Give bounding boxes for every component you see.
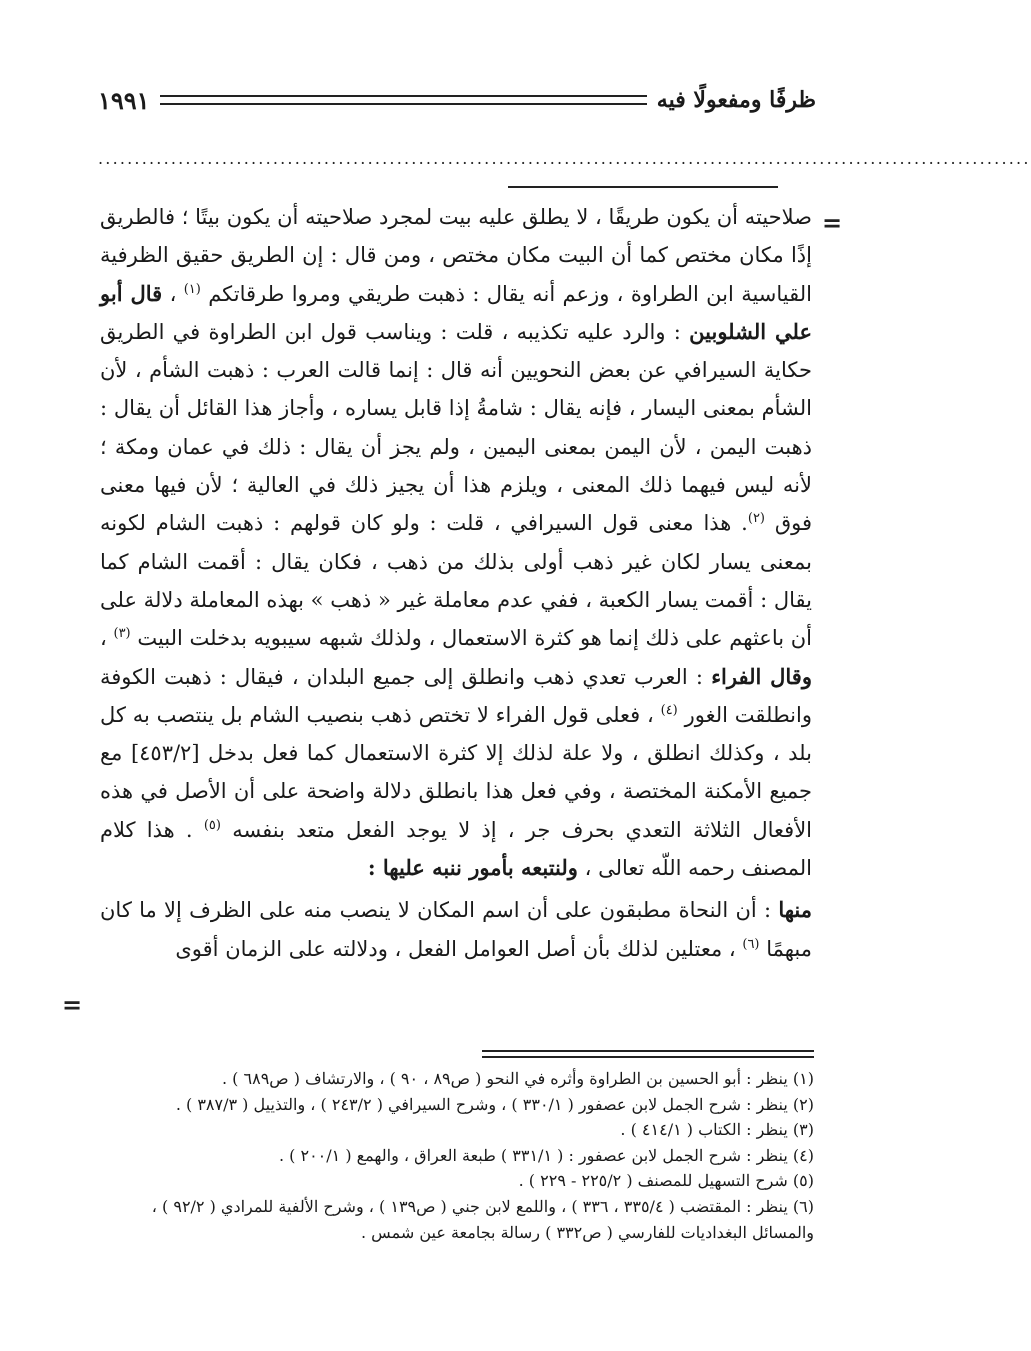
continuation-mark-top: = (822, 208, 843, 237)
header-double-rule (160, 95, 647, 105)
text-run: ، (162, 281, 184, 306)
bold-lead-word: منها (778, 897, 812, 923)
paragraph-1 (100, 198, 812, 887)
footnote-ref-4: (٤) (660, 702, 678, 718)
bold-citation: وقال الفراء (711, 663, 812, 689)
text-run: صلاحيته أن يكون طريقًا ، لا يطلق عليه بيت لمجرد صلاحيته أن يكون بيتًا ؛ فالطريق إذًا مكان مختص كما أن البيت مكان مختص ، ومن قال : إن الطريق حقيق الظرفية القياسية ابن الطراوة ، وزعم أنه يقال : ذهبت طريقي ومروا طرقاتكم (100, 205, 812, 306)
footnote-1: (١) ينظر : أبو الحسين بن الطراوة وأثره في النحو ( ص٨٩ ، ٩٠ ) ، والارتشاف ( ص٦٨٩ ) . (222, 1069, 814, 1088)
text-run: : أن النحاة مطبقون على أن اسم المكان لا ينصب منه على الظرف إلا ما كان مبهمًا (100, 898, 812, 961)
text-run: ، معتلين لذلك بأن أصل العوامل الفعل ، ودلالته على الزمان أقوى (175, 936, 743, 961)
page-number: ١٩٩١ (98, 85, 150, 115)
bold-citation: قال أبو علي الشلوبين (100, 280, 812, 344)
short-separator-rule (508, 186, 778, 188)
text-run: : والرد عليه تكذيبه ، قلت : ويناسب قول ابن الطراوة في الطريق حكاية السيرافي عن بعض النحويين أنه قال : إنما قالت العرب : ذهبت الشأم ، لأن الشأم بمعنى اليسار ، فإنه يقال : شامةُ إذا قابل يساره ، وأجاز هذا القائل أن يقال : ذهبت اليمن ، لأن اليمن بمعنى اليمين ، ولم يجز أن يقال : ذلك في عمان ومكة ؛ لأنه ليس فيهما ذلك المعنى ، ويلزم هذا أن يجيز ذلك في العالية ؛ لأن فيها معنى فوق (100, 319, 812, 536)
footnote-separator-rule (482, 1050, 814, 1058)
footnote-3: (٣) ينظر : الكتاب ( ٤١٤/١ ) . (620, 1120, 814, 1140)
text-run: : العرب تعدي ذهب وانطلق إلى جميع البلدان ، فيقال : ذهبت الكوفة وانطلقت الغور (100, 664, 812, 727)
continuation-mark-bottom: = (62, 990, 83, 1019)
footnotes (98, 1066, 814, 1245)
bold-phrase: ولنتبعه بأمور ننبه عليها : (367, 855, 578, 881)
footnote-4: (٤) ينظر : شرح الجمل لابن عصفور : ( ٣٣١/١ ) طبعة العراق ، والهمع ( ٢٠٠/١ ) . (278, 1145, 814, 1165)
dotted-separator: ................................................................................................................................ (98, 149, 1031, 168)
footnote-ref-3: (٣) (113, 626, 131, 642)
footnote-ref-6: (٦) (742, 936, 760, 952)
text-run: . هذا معنى قول السيرافي ، قلت : ولو كان قولهم : ذهبت الشام لكونه بمعنى يسار لكان غير ذهب أولى بذلك من ذهب ، فكان يقال : أقمت الشام كما يقال : أقمت يسار الكعبة ، ففي عدم معاملة غير « ذهب » بهذه المعاملة دلالة على أن باعثهم على ذلك إنما هو كثرة الاستعمال ، ولذلك شبهه سيبويه بدخلت البيت (100, 511, 813, 651)
footnote-6: (٦) ينظر : المقتضب ( ٣٣٥/٤ ، ٣٣٦ ) ، واللمع لابن جني ( ص١٣٩ ) ، وشرح الألفية للمرادي ( ٩٢/٢ ) ، والمسائل البغداديات للفارسي ( ص٣٣٢ ) رسالة بجامعة عين شمس . (151, 1196, 814, 1242)
chapter-title: ظرفًا ومفعولًا فيه (656, 87, 816, 113)
text-run: . هذا كلام المصنف رحمه اللّه تعالى ، (100, 817, 812, 881)
running-header (98, 80, 816, 120)
footnote-ref-5: (٥) (203, 817, 221, 833)
footnote-ref-2: (٢) (747, 511, 765, 527)
text-run: ، فعلى قول الفراء لا تختص ذهب بنصيب الشام بل ينتصب به كل بلد ، وكذلك انطلق ، ولا علة لذلك إلا كثرة الاستعمال كما فعل بدخل [٤٥٣/٢] مع جميع الأمكنة المختصة ، وفي فعل هذا بانطلق دلالة واضحة على أن الأصل في هذه الأفعال الثلاثة التعدي بحرف جر ، إذ لا يوجد الفعل متعد بنفسه (100, 702, 812, 842)
footnote-2: (٢) ينظر : شرح الجمل لابن عصفور ( ٣٣٠/١ ) ، وشرح السيرافي ( ٢٤٣/٢ ) ، والتذييل ( ٣٨٧/٣ ) . (175, 1094, 814, 1114)
paragraph-2 (100, 891, 812, 968)
main-text (100, 198, 812, 968)
footnote-5: (٥) شرح التسهيل للمصنف ( ٢٢٥/٢ - ٢٢٩ ) . (518, 1171, 814, 1191)
text-run: ، (100, 626, 114, 651)
footnote-ref-1: (١) (183, 281, 201, 297)
